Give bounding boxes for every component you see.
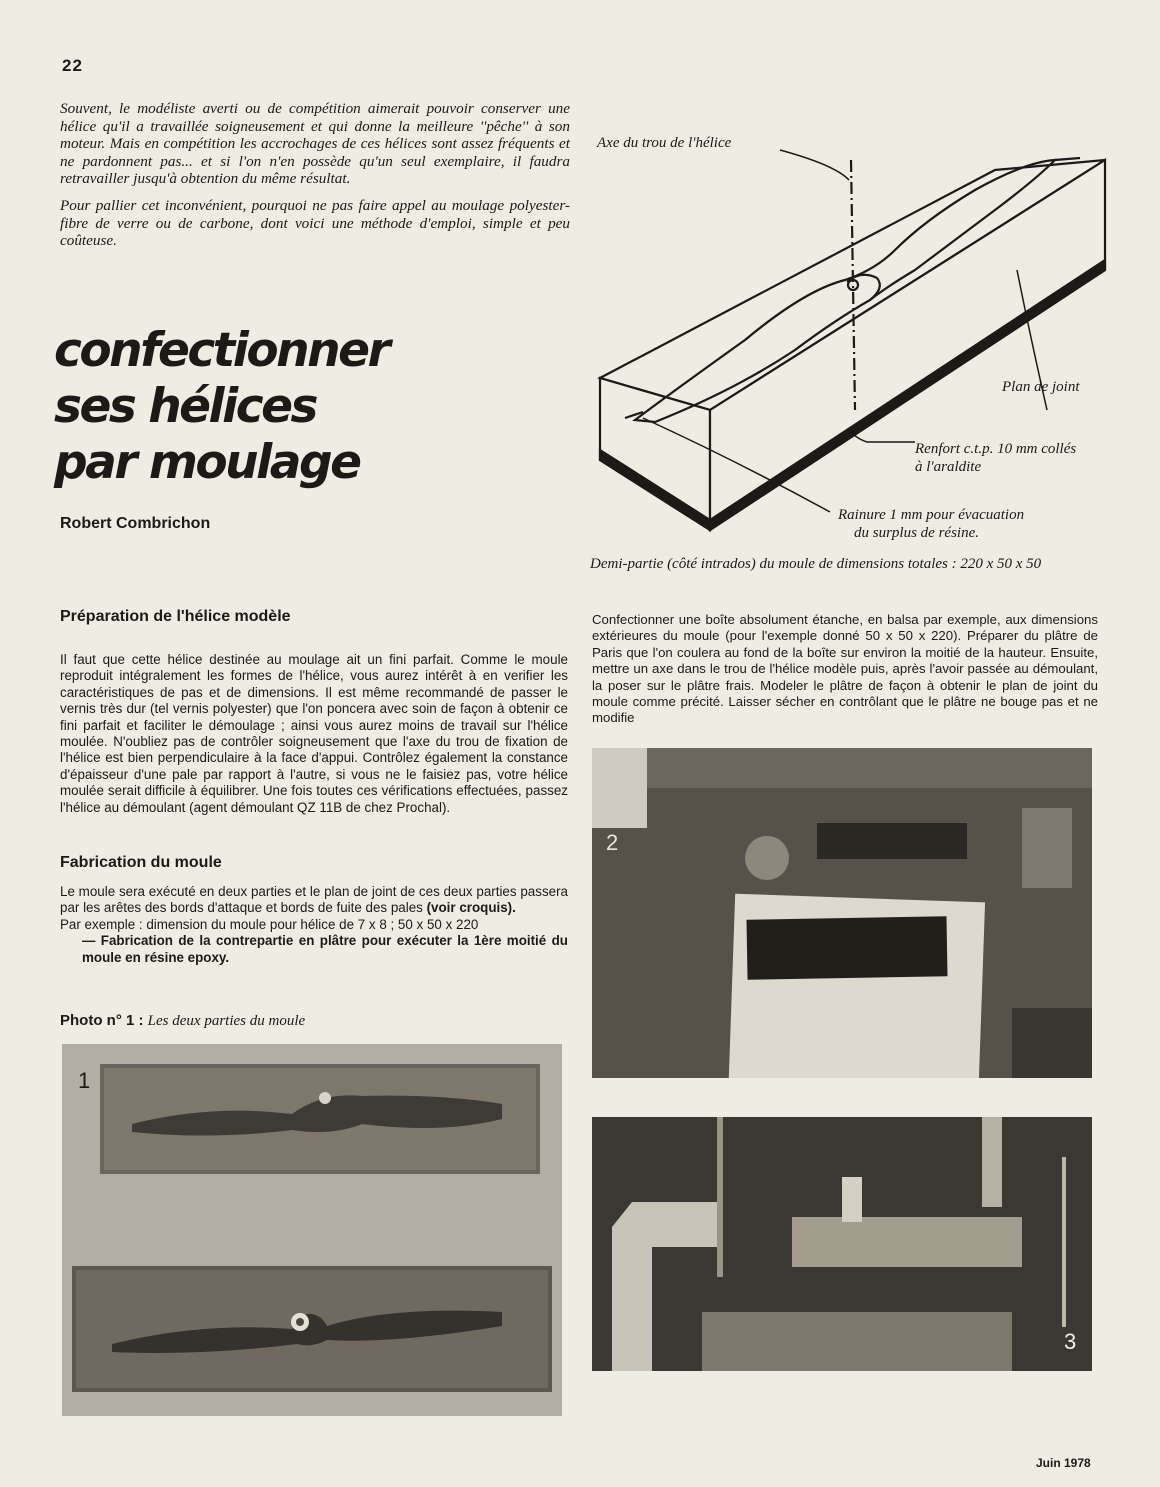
headline-line: confectionner [54, 323, 389, 378]
section-heading: Fabrication du moule [60, 854, 222, 871]
diagram-label-axis: Axe du trou de l'hélice [597, 135, 732, 151]
section-body: Il faut que cette hélice destinée au moulage ait un fini parfait. Comme le moule reproduit intégralement les formes de l'hélice, vous aurez intérêt à en verifier les caractéristiques de pas et de dimensions. Il est même recommandé de passer le vernis très dur (tel vernis polyester) que l'on poncera avec soin de façon à obtenir ce fini parfait et faciliter le démoulage ; ainsi vous aurez moins de travail sur l'hélice moulée. N'oubliez pas de contrôler soigneusement que l'axe du trou de fixation de l'hélice est bien perpendiculaire à la face d'appui. Contrôlez également la constance d'épaisseur d'une pale par rapport à l'autre, si vous ne le faisiez pas, votre hélice moulée serait difficile à équilibrer. Une fois toutes ces vérifications effectuées, passez l'hélice au démoulant (agent démoulant QZ 11B de chez Prochal). [60, 652, 568, 815]
article-headline [54, 323, 484, 491]
figure-caption: Demi-partie (côté intrados) du moule de dimensions totales : 220 x 50 x 50 [590, 556, 1042, 572]
photo-drilling-illustration [592, 1117, 1092, 1371]
photo-mold-halves-illustration [62, 1044, 562, 1416]
mold-diagram-drawing [585, 120, 1145, 550]
section-text: Par exemple : dimension du moule pour hélice de 7 x 8 ; 50 x 50 x 220 [60, 916, 479, 932]
diagram-label-line: Renfort c.t.p. 10 mm collés [915, 441, 1077, 457]
mold-diagram [585, 120, 1145, 550]
diagram-label-rainure [838, 506, 1024, 542]
intro-paragraph: Souvent, le modéliste averti ou de compétition aimerait pouvoir conserver une hélice qu'il a travaillée soigneusement et qui donne la meilleure ''pêche'' à son moteur. Mais en compétition les accrochages de ces hélices sont assez fréquents et ne pardonnent pas... et si l'on n'en possède qu'un seul exemplaire, il faudra retravailler jusqu'à obtention du même résultat. [60, 100, 570, 188]
photo-drilling-setup [592, 1117, 1092, 1371]
page-number: 22 [62, 56, 83, 75]
diagram-label-line: du surplus de résine. [854, 525, 979, 541]
photo-caption [60, 1012, 305, 1030]
section-body [60, 884, 568, 966]
diagram-label-line: Rainure 1 mm pour évacuation [838, 507, 1025, 523]
section-heading: Préparation de l'hélice modèle [60, 608, 291, 625]
photo-number: 1 [78, 1068, 91, 1093]
issue-date: Juin 1978 [1036, 1456, 1091, 1470]
photo-number: 3 [1064, 1329, 1077, 1354]
diagram-label-joint: Plan de joint [1002, 379, 1080, 395]
section-text-bold: (voir croquis). [426, 900, 516, 916]
right-column-text: Confectionner une boîte absolument étanche, en balsa par exemple, aux dimensions extérieures du moule (pour l'exemple donné 50 x 50 x 220). Préparer du plâtre de Paris que l'on coulera au fond de la boîte sur environ la moitié de la hauteur. Ensuite, mettre un axe dans le trou de l'hélice modèle puis, après l'avoir passée au démoulant, la poser sur le plâtre frais. Modeler le plâtre de façon à obtenir le plan de joint du moule comme précité. Laisser sécher en contrôlant que le plâtre ne bouge pas et ne modifie [592, 612, 1098, 726]
photo-number: 2 [606, 830, 619, 855]
diagram-label-renfort [915, 440, 1076, 476]
photo-caption-label: Photo n° 1 : [60, 1012, 144, 1029]
intro-paragraph: Pour pallier cet inconvénient, pourquoi ne pas faire appel au moulage polyester-fibre de verre ou de carbone, dont voici une méthode d'emploi, simple et peu coûteuse. [60, 196, 570, 250]
photo-workbench-illustration [592, 748, 1092, 1078]
photo-caption-text: Les deux parties du moule [147, 1013, 306, 1029]
section-text: Le moule sera exécuté en deux parties et le plan de joint de ces deux parties passera par les arêtes des bords d'attaque et bords de fuite des pales [60, 884, 568, 916]
headline-line: ses hélices [54, 379, 316, 434]
photo-workbench-mold [592, 748, 1092, 1078]
section-text-bold: — Fabrication de la contrepartie en plâtre pour exécuter la 1ère moitié du moule en résine epoxy. [82, 933, 568, 965]
diagram-label-line: à l'araldite [915, 459, 982, 475]
headline-line: par moulage [54, 435, 360, 490]
photo-mold-halves [62, 1044, 562, 1416]
author-name: Robert Combrichon [60, 515, 211, 532]
intro-text [60, 100, 570, 259]
